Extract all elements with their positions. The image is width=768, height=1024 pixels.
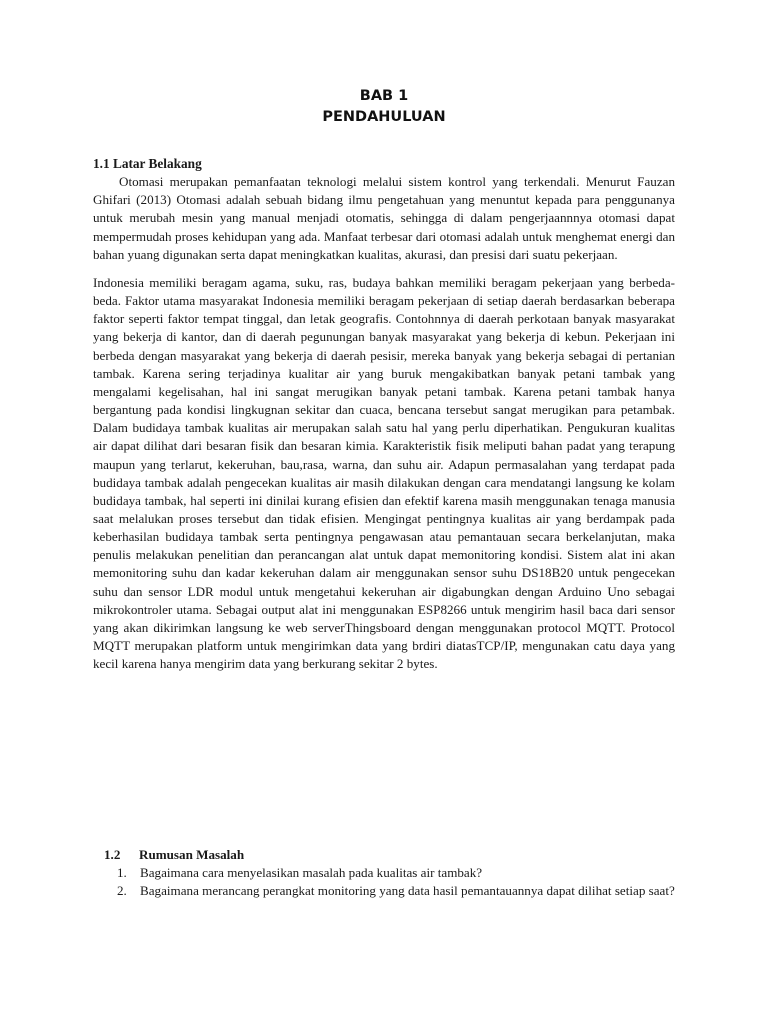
- list-item-text: Bagaimana cara menyelasikan masalah pada kualitas air tambak?: [140, 865, 483, 881]
- list-item: [104, 882, 675, 900]
- chapter-number: BAB 1: [359, 88, 409, 104]
- list-item-number: 1.: [117, 865, 127, 881]
- chapter-heading: [0, 86, 768, 128]
- chapter-title: PENDAHULUAN: [322, 109, 446, 125]
- section-heading-1-1: 1.1 Latar Belakang: [93, 156, 202, 171]
- section-number: 1.2: [104, 847, 121, 862]
- paragraph-indonesia: Indonesia memiliki beragam agama, suku, ras, budaya bahkan memiliki beragam pekerjaan yang berbeda-beda. Faktor utama masyarakat Indonesia memiliki beragam pekerjaan di setiap daerah berdasarkan beberapa faktor seperti faktor tempat tinggal, dan letak geografis. Contohnnya di daerah perkotaan banyak masyarakat yang bekerja di kantor, dan di daerah pegunungan banyak masyarakat yang bekerja di kebun. Pekerjaan ini berbeda dengan masyarakat yang bekerja di daerah pesisir, mereka banyak yang bekerja sebagai di pertanian tambak. Karena sering terjadinya kualitar air yang buruk mengakibatkan banyak petani tambak yang mengalami kegelisahan, hal ini sangat merugikan banyak petani tambak. Karena petani tambak hanya bergantung pada kondisi lingkugnan sekitar dan cuaca, bencana tersebut sangat merugikan para petambak. Dalam budidaya tambak kualitas air merupakan salah satu hal yang perlu diperhatikan. Pengukuran kualitas air dapat dilihat dari besaran fisik dan besaran kimia. Karakteristik fisik meliputi bahan padat yang terapung maupun yang terlarut, kekeruhan, bau,rasa, warna, dan suhu air. Adapun permasalahan yang terdapat pada budidaya tambak adalah pengecekan kualitas air masih dilakukan dengan cara mendatangi langsung ke kolam budidaya tambak, hal seperti ini dinilai kurang efisien dan efektif karena masih menggunakan tenaga manusia saat melalukan proses tersebut dan tidak efisien. Mengingat pentingnya kualitas air yang berdampak pada keberhasilan budidaya tambak serta pentingnya pengawasan atau pemantauan secara berkelanjutan, maka penulis melakukan penelitian dan perancangan alat untuk dapat memonitoring kondisi. Sistem alat ini akan memonitoring suhu dan kadar kekeruhan dalam air menggunakan sensor suhu DS18B20 untuk pengecekan suhu dan sensor LDR modul untuk mengetahui kekeruhan air digabungkan dengan Arduino Uno sebagai mikrokontroler utama. Sebagai output alat ini menggunakan ESP8266 untuk mengirim hasil baca dari sensor yang akan dikirimkan langsung ke web serverThingsboard dengan menggunakan protocol MQTT. Protocol MQTT merupakan platform untuk mengirimkan data yang brdiri diatasTCP/IP, mengunakan catu daya yang kecil karena hanya mengirim data yang berkurang sekitar 2 bytes.: [93, 274, 675, 672]
- section-rumusan-masalah: [104, 846, 675, 900]
- problem-list: [104, 864, 675, 900]
- list-item: [104, 864, 675, 882]
- section-latar-belakang: [93, 155, 675, 673]
- list-item-number: 2.: [117, 883, 127, 899]
- paragraph-otomasi: Otomasi merupakan pemanfaatan teknologi melalui sistem kontrol yang terkendali. Menurut Fauzan Ghifari (2013) Otomasi adalah sebuah bidang ilmu pengetahuan yang menuntut kepada para penggunanya untuk merubah mesin yang manual menjadi otomatis, sehingga di dalam pengerjaannnya otomasi dapat mempermudah proses kehidupan yang ada. Manfaat terbesar dari otomasi adalah untuk menghemat energi dan bahan yuang digunakan serta dapat meningkatkan kualitas, akurasi, dan presisi dari suatu pekerjaan.: [93, 174, 675, 262]
- section-title: Rumusan Masalah: [139, 847, 245, 862]
- section-heading-1-2: [104, 846, 675, 864]
- list-item-text: Bagaimana merancang perangkat monitoring yang data hasil pemantauannya dapat dilihat setiap saat?: [140, 883, 675, 899]
